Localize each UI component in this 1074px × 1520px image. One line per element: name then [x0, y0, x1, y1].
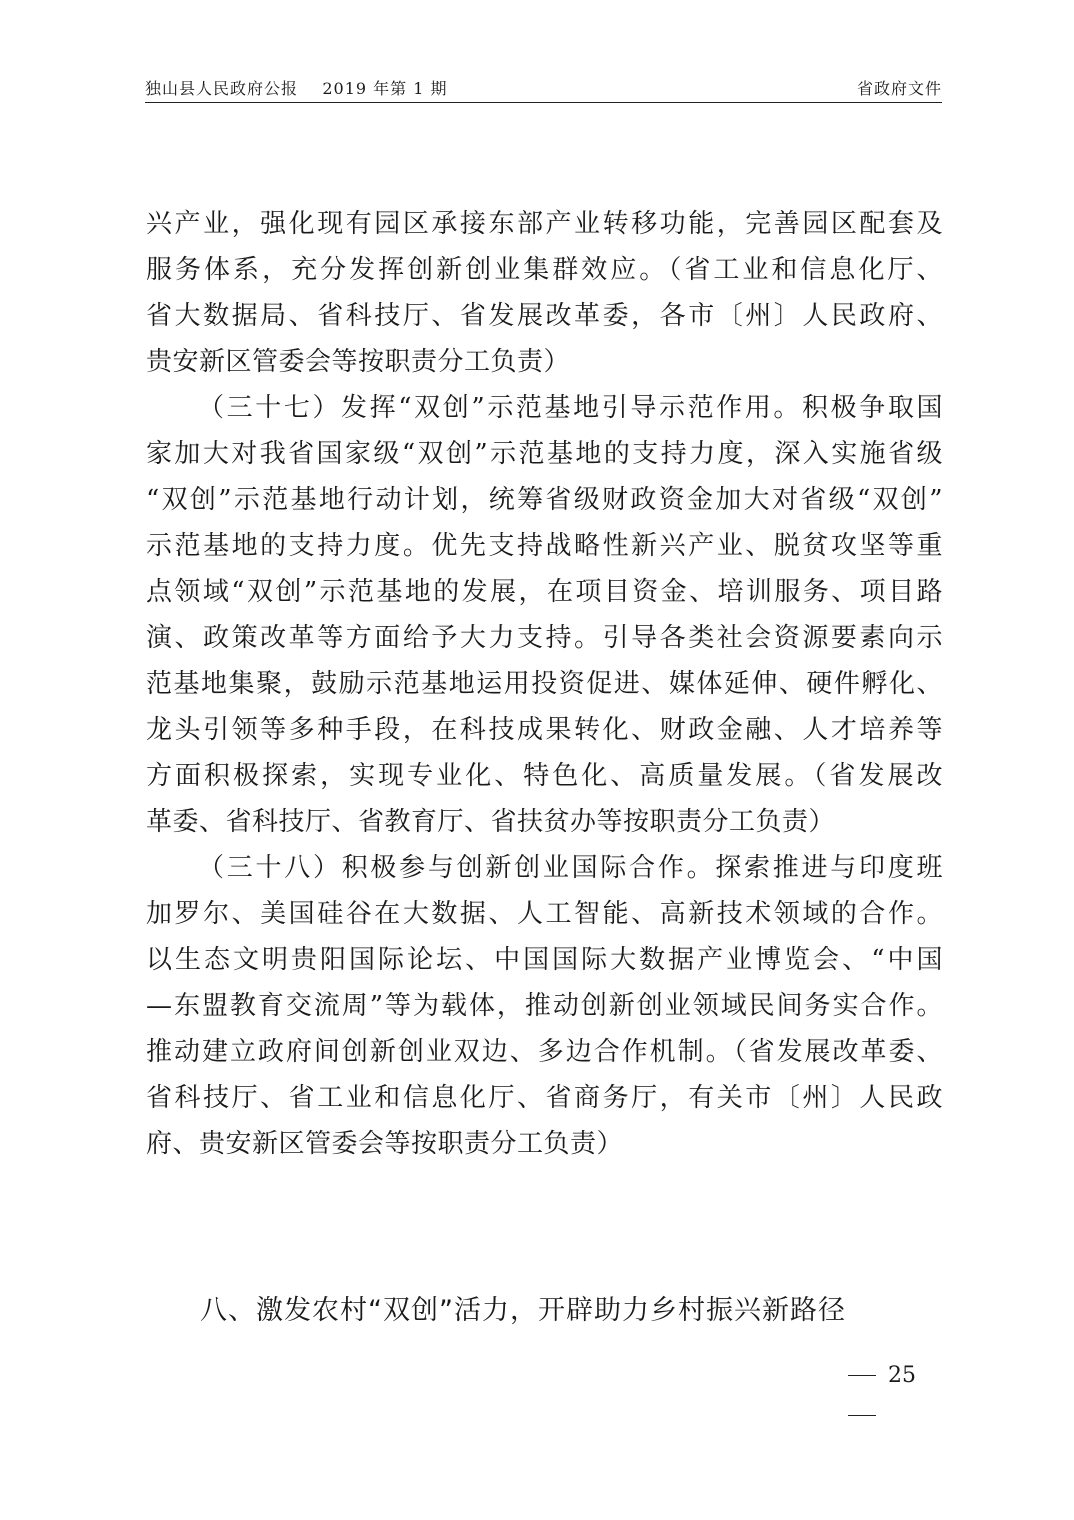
page-number-dash: [848, 1375, 876, 1376]
text-line: 府、贵安新区管委会等按职责分工负责）: [146, 1129, 624, 1159]
text-line: 示范基地的支持力度。优先支持战略性新兴产业、脱贫攻坚等重: [146, 531, 943, 561]
page-number-dash: [848, 1415, 876, 1416]
text-line: （三十七）发挥“双创”示范基地引导示范作用。积极争取国: [198, 393, 943, 423]
text-line: 省大数据局、省科技厅、省发展改革委，各市〔州〕人民政府、: [146, 301, 943, 331]
text-line: 加罗尔、美国硅谷在大数据、人工智能、高新技术领域的合作。: [146, 899, 943, 929]
section-heading: 八、激发农村“双创”活力，开辟助力乡村振兴新路径: [200, 1295, 846, 1326]
text-line: 贵安新区管委会等按职责分工负责）: [146, 347, 571, 377]
body-text: [146, 201, 943, 1167]
running-header: [145, 76, 942, 102]
text-line: 推动建立政府间创新创业双边、多边合作机制。（省发展改革委、: [146, 1037, 943, 1067]
page-number: 25: [888, 1363, 916, 1388]
text-line: 革委、省科技厅、省教育厅、省扶贫办等按职责分工负责）: [146, 807, 836, 837]
header-rule: [145, 102, 942, 103]
text-line: 演、政策改革等方面给予大力支持。引导各类社会资源要素向示: [146, 623, 943, 653]
text-line: 兴产业，强化现有园区承接东部产业转移功能，完善园区配套及: [146, 209, 943, 239]
text-line: 龙头引领等多种手段，在科技成果转化、财政金融、人才培养等: [146, 715, 943, 745]
text-line: 点领域“双创”示范基地的发展，在项目资金、培训服务、项目路: [146, 577, 943, 607]
text-line: 省科技厅、省工业和信息化厅、省商务厅，有关市〔州〕人民政: [146, 1083, 943, 1113]
text-line: 范基地集聚，鼓励示范基地运用投资促进、媒体延伸、硬件孵化、: [146, 669, 943, 699]
text-line: 家加大对我省国家级“双创”示范基地的支持力度，深入实施省级: [146, 439, 943, 469]
text-line: 方面积极探索，实现专业化、特色化、高质量发展。（省发展改: [146, 761, 943, 791]
text-line: —东盟教育交流周”等为载体，推动创新创业领域民间务实合作。: [146, 991, 943, 1021]
text-line: 以生态文明贵阳国际论坛、中国国际大数据产业博览会、“中国: [146, 945, 943, 975]
header-publication-title: 独山县人民政府公报 2019 年第 1 期: [145, 79, 448, 98]
header-section-label: 省政府文件: [856, 79, 942, 98]
text-line: 服务体系，充分发挥创新创业集群效应。（省工业和信息化厅、: [146, 255, 943, 285]
text-line: （三十八）积极参与创新创业国际合作。探索推进与印度班: [198, 853, 943, 883]
text-line: “双创”示范基地行动计划，统筹省级财政资金加大对省级“双创”: [146, 485, 943, 515]
